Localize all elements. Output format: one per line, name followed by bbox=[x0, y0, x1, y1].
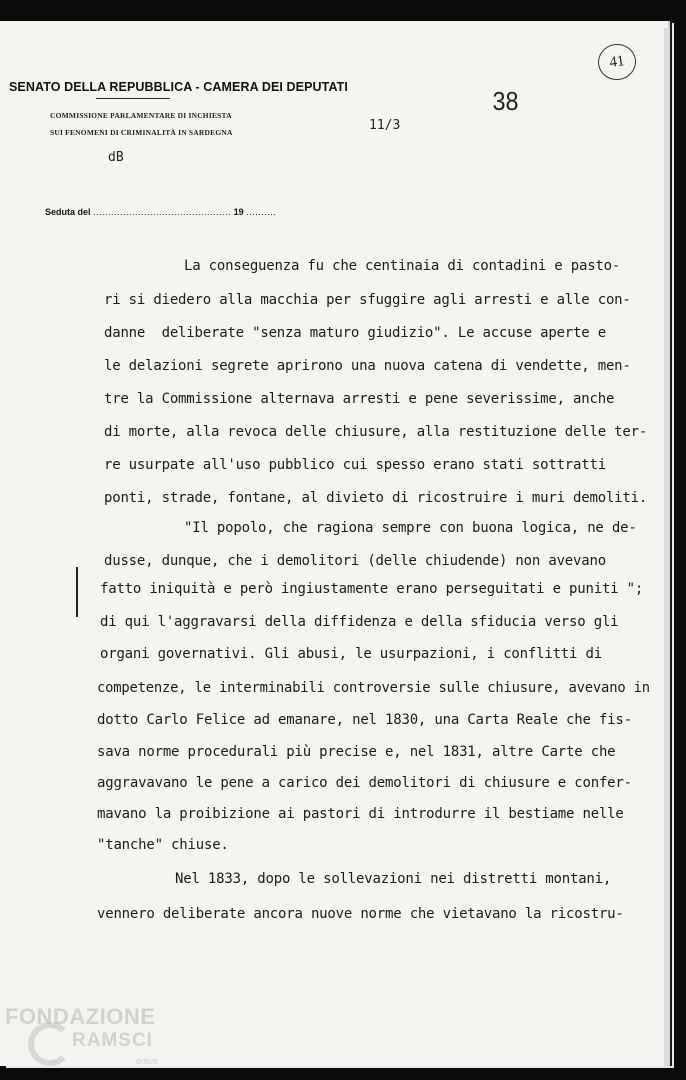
body-line: organi governativi. Gli abusi, le usurpazioni, i conflitti di bbox=[100, 646, 602, 662]
body-line: sava norme procedurali più precise e, nel 1831, altre Carte che bbox=[97, 744, 616, 760]
body-line: dusse, dunque, che i demolitori (delle chiudende) non avevano bbox=[104, 553, 606, 569]
seduta-year: 19 bbox=[233, 207, 244, 217]
margin-mark bbox=[76, 567, 78, 617]
typist-initials: dB bbox=[108, 150, 124, 165]
body-line: le delazioni segrete aprirono una nuova catena di vendette, men- bbox=[104, 358, 631, 374]
watermark-g-logo bbox=[28, 1022, 72, 1066]
body-line: di qui l'aggravarsi della diffidenza e della sfiducia verso gli bbox=[100, 614, 619, 630]
body-line: "tanche" chiuse. bbox=[97, 837, 229, 853]
commission-line-2: SUI FENOMENI DI CRIMINALITÀ IN SARDEGNA bbox=[50, 128, 233, 137]
institution-header: SENATO DELLA REPUBBLICA - CAMERA DEI DEPUTATI bbox=[9, 80, 348, 94]
page-number: 38 bbox=[492, 86, 519, 116]
seduta-dots: .............................................. bbox=[93, 207, 232, 217]
watermark-line-1: FONDAZIONE bbox=[5, 1004, 156, 1029]
body-line: ri si diedero alla macchia per sfuggire agli arresti e alle con- bbox=[104, 292, 631, 308]
watermark-line-3: onlus bbox=[136, 1056, 158, 1066]
body-line: ponti, strade, fontane, al divieto di ricostruire i muri demoliti. bbox=[104, 490, 648, 506]
circled-archive-number: 41 bbox=[596, 42, 639, 83]
body-line: Nel 1833, dopo le sollevazioni nei distretti montani, bbox=[175, 871, 612, 887]
body-line: tre la Commissione alternava arresti e pene severissime, anche bbox=[104, 391, 615, 407]
body-line: "Il popolo, che ragiona sempre con buona logica, ne de- bbox=[184, 520, 637, 536]
body-line: competenze, le interminabili controversie sulle chiusure, avevano in bbox=[97, 680, 650, 696]
body-line: vennero deliberate ancora nuove norme che vietavano la ricostru- bbox=[97, 906, 624, 922]
seduta-label: Seduta del bbox=[45, 207, 91, 217]
document-reference: 11/3 bbox=[369, 118, 401, 133]
header-rule bbox=[96, 98, 170, 99]
body-line: mavano la proibizione ai pastori di introdurre il bestiame nelle bbox=[97, 806, 624, 822]
body-line: dotto Carlo Felice ad emanare, nel 1830, una Carta Reale che fis- bbox=[97, 712, 632, 728]
seduta-dots-2: .......... bbox=[246, 207, 277, 217]
watermark-line-2: RAMSCI bbox=[72, 1030, 153, 1051]
body-line: fatto iniquità e però ingiustamente erano perseguitati e puniti "; bbox=[100, 581, 644, 597]
body-line: re usurpate all'uso pubblico cui spesso erano stati sottratti bbox=[104, 457, 606, 473]
seduta-field bbox=[45, 207, 276, 217]
body-line: aggravavano le pene a carico dei demolitori di chiusure e confer- bbox=[97, 775, 632, 791]
page-edge bbox=[664, 28, 670, 1066]
body-line: danne deliberate "senza maturo giudizio". Le accuse aperte e bbox=[104, 325, 606, 341]
commission-line-1: COMMISSIONE PARLAMENTARE DI INCHIESTA bbox=[50, 111, 232, 120]
body-line: La conseguenza fu che centinaia di contadini e pasto- bbox=[184, 258, 621, 274]
body-line: di morte, alla revoca delle chiusure, alla restituzione delle ter- bbox=[104, 424, 648, 440]
